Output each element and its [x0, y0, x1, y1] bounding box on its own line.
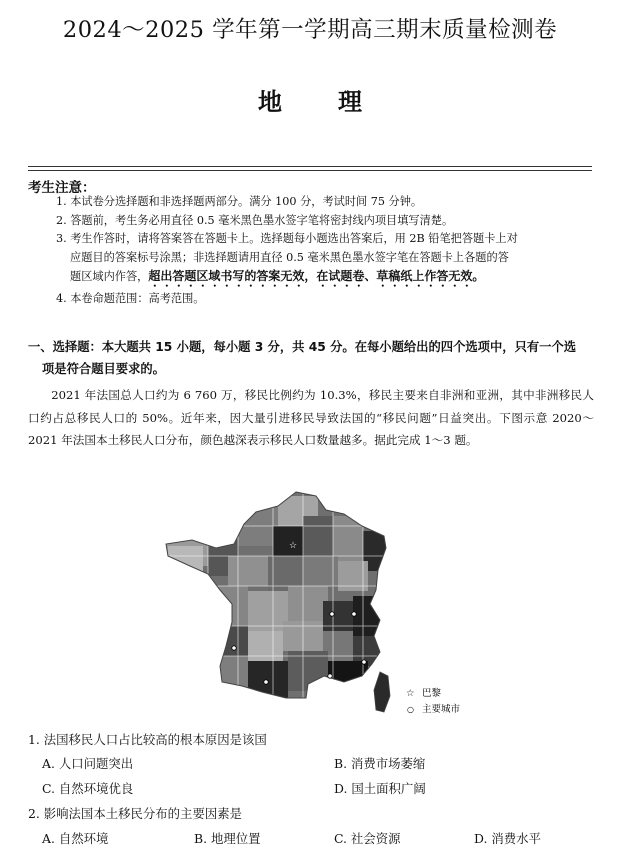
notice-list: [56, 193, 596, 309]
paris-star-icon: ☆: [289, 541, 298, 551]
france-migrant-map: [148, 486, 478, 718]
q2-option-a: A. 自然环境: [42, 831, 109, 846]
legend-star-icon: ☆: [406, 688, 415, 699]
notice-item-4: 4. 本卷命题范围：高考范围。: [56, 292, 205, 306]
notice-item-3-cont: 应题目的答案标号涂黑；非选择题请用直径 0.5 毫米黑色墨水签字笔在答题卡上各题的答: [70, 250, 509, 264]
legend-city-label: 主要城市: [422, 704, 461, 715]
subject-char-1: 地: [258, 88, 282, 116]
legend-circle-icon: ○: [407, 705, 414, 714]
q2-option-d: D. 消费水平: [474, 831, 541, 846]
legend-capital-label: 巴黎: [422, 688, 442, 699]
map-figure: [148, 486, 478, 718]
q2-option-b: B. 地理位置: [194, 831, 261, 846]
q2-option-c: C. 社会资源: [334, 831, 401, 846]
section-line-2: 项是符合题目要求的。: [42, 362, 165, 376]
q1-option-a: A. 人口问题突出: [42, 756, 134, 771]
notice-item-3: 3. 考生作答时，请将答案答在答题卡上。选择题每小题选出答案后，用 2B 铅笔把答题卡上对: [56, 232, 518, 246]
q1-option-b: B. 消费市场萎缩: [334, 756, 426, 771]
notice-emphasis: 超出答题区域书写的答案无效，在试题卷、草稿纸上作答无效。: [148, 269, 485, 284]
notice-item-3-tail: 题区域内作答，: [70, 270, 149, 284]
divider-bottom: [28, 170, 592, 171]
q1-option-d: D. 国土面积广阔: [334, 781, 426, 796]
notice-item-2: 2. 答题前，考生务必用直径 0.5 毫米黑色墨水签字笔将密封线内项目填写清楚。: [56, 213, 454, 227]
subject-char-2: 理: [338, 88, 362, 116]
notice-item-3-end: [56, 267, 596, 290]
passage: 2021 年法国总人口约为 6 760 万，移民比例约为 10.3%，移民主要来自非洲和亚洲，其中非洲移民人口约占总移民人口的 50%。近年来，因大量引进移民导致法国的“移民问题”日益突出。下图示意 2020～2021 年法国本土移民人口分布，颜色越深表示移民人口数量越多。据此完成 1～3 题。: [28, 388, 594, 447]
question-1-stem: 1. 法国移民人口占比较高的根本原因是该国: [28, 732, 267, 747]
exam-title: 2024～2025 学年第一学期高三期末质量检测卷: [62, 17, 558, 43]
divider-top: [28, 166, 592, 167]
notice-item-1: 1. 本试卷分选择题和非选择题两部分。满分 100 分，考试时间 75 分钟。: [56, 195, 423, 208]
q1-option-c: C. 自然环境优良: [42, 781, 134, 796]
question-2-stem: 2. 影响法国本土移民分布的主要因素是: [28, 806, 243, 821]
section-heading: [28, 336, 594, 380]
notice-heading: 考生注意：: [28, 180, 96, 196]
subject-title: [0, 82, 620, 117]
section-line-1: 一、选择题：本大题共 15 小题，每小题 3 分，共 45 分。在每小题给出的四个选项中，只有一个选: [28, 340, 577, 354]
